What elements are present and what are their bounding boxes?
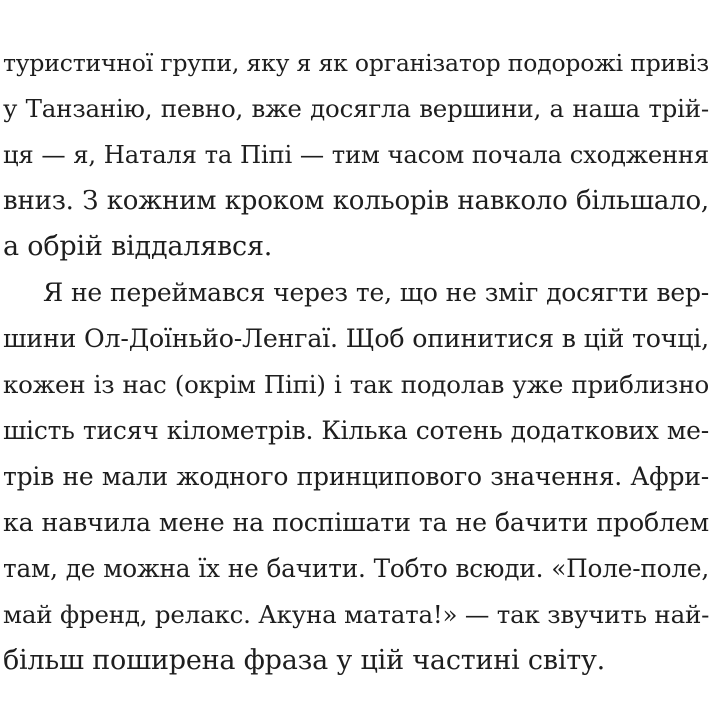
text-line: вниз. З кожним кроком кольорів навколо більшало,	[3, 186, 709, 216]
text-line: там, де можна їх не бачити. Тобто всюди. «Поле-поле,	[3, 554, 709, 583]
text-line: а обрій віддалявся.	[3, 231, 273, 262]
paragraph-2	[3, 270, 709, 684]
text-line: більш поширена фраза у цій частині світу.	[3, 645, 606, 676]
text-line: ка навчила мене на поспішати та не бачити проблем	[3, 508, 709, 537]
text-line: май френд, релакс. Акуна матата!» — так звучить най-	[3, 600, 710, 629]
text-line: ця — я, Наталя та Піпі — тим часом почала сходження	[3, 140, 709, 169]
text-line: шість тисяч кілометрів. Кілька сотень додаткових ме-	[3, 416, 709, 445]
body-text	[3, 40, 709, 684]
paragraph-1	[3, 40, 709, 270]
text-line: у Танзанію, певно, вже досягла вершини, а наша трій-	[3, 94, 709, 123]
text-line: кожен із нас (окрім Піпі) і так подолав уже приблизно	[3, 370, 709, 399]
text-line: Я не переймався через те, що не зміг досягти вер-	[43, 278, 709, 307]
text-line: туристичної групи, яку я як організатор подорожі привіз	[3, 49, 709, 77]
text-line: трів не мали жодного принципового значення. Афри-	[3, 462, 709, 491]
text-line: шини Ол-Доїньйо-Ленгаї. Щоб опинитися в цій точці,	[3, 324, 709, 353]
